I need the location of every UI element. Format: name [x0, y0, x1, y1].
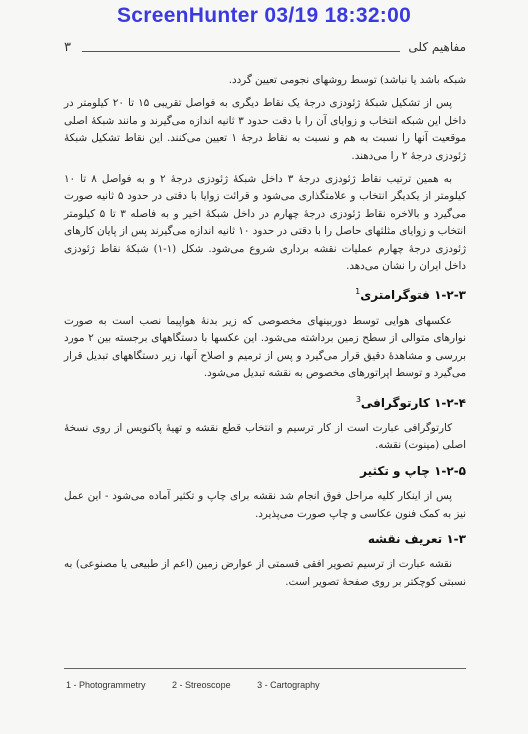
- running-title: مفاهیم کلی: [408, 40, 466, 54]
- header-rule: [82, 51, 400, 52]
- paragraph: به همین ترتیب نقاط ژئودزی درجهٔ ۳ داخل شبکهٔ ژئودزی درجهٔ ۲ و به فواصل ۸ تا ۱۰ کیلومتر از یکدیگر انتخاب و علامتگذاری می‌شود و قرائت زوایا با دقتی در حدود ۵ ثانیه صورت می‌گیرد و بالاخره نقاط ژئودزی درجهٔ چهارم در داخل شبکهٔ اخیر و به فاصله ۳ تا ۵ کیلومتر انتخاب و زوایای مثلثهای حاصل را با دقتی در حدود ۱۰ ثانیه اندازه می‌گیرند پس از پایان کارهای ژئودزی درجهٔ چهارم عملیات نقشه برداری شروع می‌شود. شکل (۱-۱) شبکهٔ نقاط ژئودزی داخل ایران را نشان می‌دهد.: [64, 173, 467, 273]
- screenhunter-stamp: ScreenHunter 03/19 18:32:00: [116, 4, 412, 27]
- footnote-marker: 1: [355, 287, 361, 297]
- paragraph: نقشه عبارت از ترسیم تصویر افقی قسمتی از عوارض زمین (اعم از طبیعی یا مصنوعی) به نسبتی کوچکتر بر روی صفحهٔ تصویر است.: [64, 558, 466, 588]
- section-title: ۱-۲-۳ فتوگرامتری: [360, 288, 466, 303]
- document-body: [64, 72, 466, 597]
- footnote-marker: 3: [355, 394, 361, 404]
- paragraph: شبکه باشد یا نباشد) توسط روشهای نجومی تعیین گردد.: [228, 74, 466, 86]
- paragraph: پس از تشکیل شبکهٔ ژئودزی درجهٔ یک نقاط دیگری به فواصل تقریبی ۱۵ تا ۲۰ کیلومتر در داخل این شبکه انتخاب و زوایای آن را با دقت حدود ۳ ثانیه اندازه می‌گیرند و مانند شبکهٔ اصلی موقعیت آنها را نسبت به هم و نسبت به نقاط درجهٔ ۱ تعیین می‌کنند. این نقاط تشکیل شبکهٔ ژئودزی درجهٔ ۲ را می‌دهند.: [64, 97, 466, 162]
- page-header: [64, 40, 466, 58]
- footnote-2: 2 - Streoscope: [172, 680, 231, 690]
- section-title: ۱-۲-۴ کارتوگرافی: [360, 395, 466, 410]
- paragraph: کارتوگرافی عبارت است از کار ترسیم و انتخاب قطع نقشه و تهیهٔ پاکنویس از روی نسخهٔ اصلی (مینوت) نقشه.: [64, 421, 466, 452]
- footnotes: [66, 680, 466, 690]
- footnote-rule: [64, 668, 466, 669]
- paragraph: عکسهای هوایی توسط دوربینهای مخصوصی که زیر بدنهٔ هواپیما نصب است به صورت نوارهای متوالی از سطح زمین برداشته می‌شود. این عکسها با دستگاههای برجسته بین ۲ مورد بررسی و مشاهدهٔ دقیق قرار می‌گیرد و پس از ترمیم و اصلاح آنها، زیر دستگاههای تبدیل قرار می‌گیرد و توسط اپراتورهای مخصوص به نقشه تبدیل می‌شود.: [64, 314, 466, 380]
- section-heading-cartography: [64, 391, 466, 412]
- page-number: ۳: [64, 40, 71, 55]
- section-heading-photogrammetry: [64, 283, 466, 304]
- section-heading-printing: ۱-۲-۵ چاپ و تکثیر: [360, 463, 466, 478]
- section-heading-map-definition: ۱-۳ تعریف نقشه: [367, 531, 466, 546]
- footnote-3: 3 - Cartography: [257, 680, 320, 690]
- paragraph: پس از اینکار کلیه مراحل فوق انجام شد نقشه برای چاپ و تکثیر آماده می‌شود - این عمل نیز به کمک فنون عکاسی و چاپ صورت می‌پذیرد.: [64, 490, 466, 520]
- footnote-1: 1 - Photogrammetry: [66, 680, 146, 690]
